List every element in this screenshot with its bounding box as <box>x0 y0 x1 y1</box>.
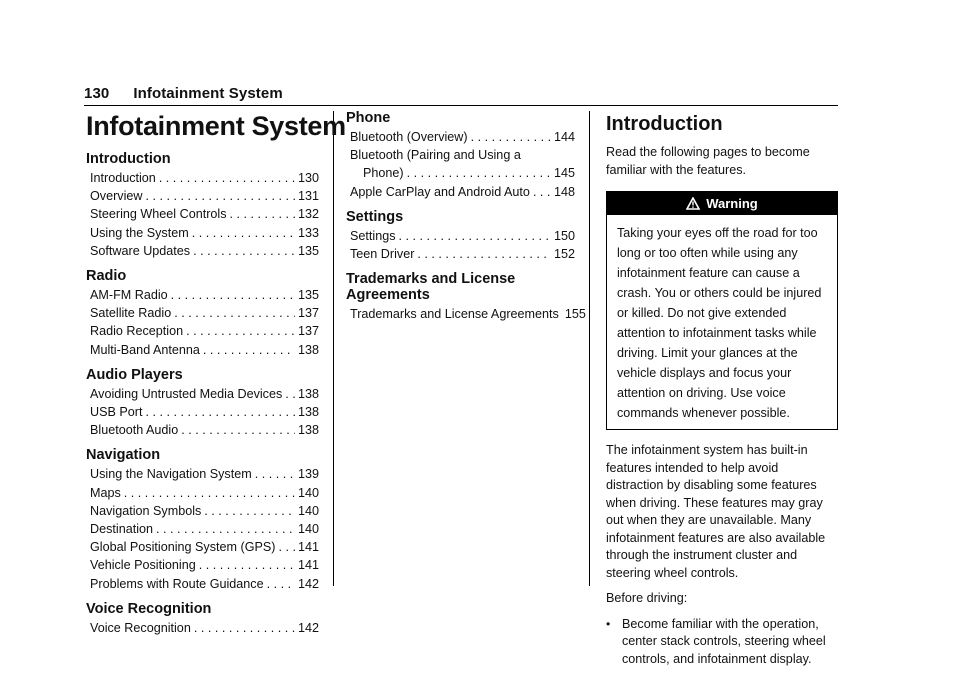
toc-entry[interactable] <box>86 556 319 574</box>
toc-entry-page: 141 <box>297 540 319 555</box>
toc-leader-dots <box>192 224 295 242</box>
warning-header <box>607 192 837 215</box>
toc-leader-dots <box>203 341 295 359</box>
toc-entry-page: 132 <box>297 207 319 222</box>
toc-leader-dots <box>471 128 551 146</box>
toc-section <box>86 151 319 260</box>
toc-heading: Phone <box>346 110 391 126</box>
toc-entry-title: Destination <box>90 522 154 537</box>
toc-entry-title: Vehicle Positioning <box>90 558 196 573</box>
toc-section <box>86 601 319 637</box>
toc-entry-page: 138 <box>297 405 319 420</box>
toc-entry-continued[interactable] <box>346 164 575 182</box>
toc-entry-page: 140 <box>297 522 319 537</box>
toc-entry[interactable] <box>86 502 319 520</box>
toc-leader-dots <box>199 556 295 574</box>
toc-entry-page: 138 <box>297 342 319 357</box>
toc-entry-title: Bluetooth (Pairing and Using a <box>350 148 521 163</box>
section-title: Introduction <box>606 113 723 135</box>
toc-entry[interactable] <box>86 224 319 242</box>
toc-entry[interactable] <box>86 242 319 260</box>
toc-heading: Radio <box>86 268 127 285</box>
toc-entry[interactable] <box>346 146 575 164</box>
toc-heading: Introduction <box>86 151 171 167</box>
toc-entry-page: 140 <box>297 503 319 518</box>
toc-entry[interactable] <box>346 128 575 146</box>
toc-entry-title: Maps <box>90 485 121 500</box>
toc-entry-title: Voice Recognition <box>90 620 191 635</box>
toc-entry-page: 142 <box>297 620 319 635</box>
toc-section <box>86 367 319 440</box>
toc-entry[interactable] <box>346 183 575 201</box>
toc-entry-page: 148 <box>553 184 575 199</box>
toc-entry-title: Trademarks and License Agreements <box>350 307 559 322</box>
toc-entry-page: 155 <box>564 307 586 322</box>
intro-lead-paragraph: Read the following pages to become familiar with the features. <box>606 145 810 177</box>
toc-entry-title: Multi-Band Antenna <box>90 342 200 357</box>
toc-entry[interactable] <box>86 385 319 403</box>
toc-entry[interactable] <box>86 169 319 187</box>
toc-entry-page: 133 <box>297 225 319 240</box>
toc-heading: Audio Players <box>86 366 183 383</box>
toc-entry-title: Steering Wheel Controls <box>90 207 227 222</box>
toc-section <box>86 447 319 592</box>
toc-entry[interactable] <box>86 465 319 483</box>
warning-triangle-icon <box>686 197 700 210</box>
toc-leader-dots <box>417 245 551 263</box>
toc-leader-dots <box>194 619 295 637</box>
toc-entry-page: 152 <box>553 247 575 262</box>
bullet-text: Become familiar with the operation, center stack controls, steering wheel controls, and infotainment display. <box>622 616 826 666</box>
toc-entry-title: USB Port <box>90 405 143 420</box>
toc-entry-page: 130 <box>297 171 319 185</box>
intro-paragraph: The infotainment system has built-in features intended to help avoid distraction by disabling some features when driving. These features may gray out when they are unavailable. Many infotainment features are also available through the instrument cluster and steering wheel controls. <box>606 443 826 580</box>
toc-entry-title: Avoiding Untrusted Media Devices <box>90 386 283 401</box>
toc-entry-title: Global Positioning System (GPS) <box>90 540 276 555</box>
toc-leader-dots <box>399 227 551 245</box>
toc-entry[interactable] <box>86 538 319 556</box>
introduction-column <box>606 113 838 668</box>
before-driving-label: Before driving: <box>606 591 688 605</box>
toc-entry[interactable] <box>86 484 319 502</box>
running-head-chapter: Infotainment System <box>133 85 283 102</box>
bullet-item <box>606 616 838 669</box>
toc-entry-title: Phone) <box>363 166 404 181</box>
toc-entry[interactable] <box>86 205 319 223</box>
toc-entry-title: Settings <box>350 228 396 243</box>
toc-entry[interactable] <box>86 286 319 304</box>
toc-entry-title: Satellite Radio <box>90 306 172 321</box>
warning-box <box>606 191 838 430</box>
toc-entry-title: Radio Reception <box>90 324 184 339</box>
toc-leader-dots <box>181 421 295 439</box>
toc-entry-title: AM-FM Radio <box>90 288 168 303</box>
toc-entry-page: 139 <box>297 467 319 482</box>
toc-heading: Settings <box>346 208 404 225</box>
toc-entry-page: 144 <box>553 130 575 144</box>
toc-entry[interactable] <box>86 341 319 359</box>
toc-entry[interactable] <box>86 304 319 322</box>
toc-section <box>86 268 319 359</box>
toc-entry[interactable] <box>346 227 575 245</box>
toc-entry-page: 135 <box>297 288 319 303</box>
toc-leader-dots <box>230 205 295 223</box>
toc-entry-page: 142 <box>297 576 319 591</box>
toc-left-column <box>86 151 319 645</box>
toc-leader-dots <box>407 164 551 182</box>
column-divider-right <box>589 111 590 586</box>
header-rule <box>84 105 838 106</box>
toc-heading: Voice Recognition <box>86 600 212 617</box>
toc-leader-dots <box>267 575 295 593</box>
running-head <box>84 85 283 102</box>
toc-section-settings <box>346 209 575 263</box>
toc-leader-dots <box>146 403 295 421</box>
toc-entry-title: Problems with Route Guidance <box>90 576 264 591</box>
toc-leader-dots <box>171 286 295 304</box>
toc-entry-page: 141 <box>297 558 319 573</box>
toc-entry[interactable] <box>346 245 575 263</box>
toc-leader-dots <box>204 502 295 520</box>
toc-entry-title: Navigation Symbols <box>90 503 202 518</box>
toc-leader-dots <box>186 322 295 340</box>
toc-entry[interactable] <box>86 421 319 439</box>
toc-entry[interactable] <box>86 403 319 421</box>
toc-entry-page: 138 <box>297 423 319 438</box>
toc-entry-title: Software Updates <box>90 243 191 258</box>
toc-entry-page: 137 <box>297 306 319 321</box>
toc-entry[interactable] <box>86 619 319 637</box>
toc-entry[interactable] <box>86 575 319 593</box>
toc-entry-title: Using the System <box>90 225 189 240</box>
warning-text: Taking your eyes off the road for too long or too often while using any infotainment feature can cause a crash. You or others could be injured or killed. Do not give extended attention to infotainment tasks while driving. Limit your glances at the vehicle displays and focus your attention on driving. Use voice commands whenever possible. <box>617 226 822 420</box>
toc-leader-dots <box>159 169 295 187</box>
toc-entry-page: 131 <box>297 189 319 204</box>
toc-leader-dots <box>156 520 295 538</box>
toc-entry-page: 135 <box>297 243 319 258</box>
toc-entry-title: Apple CarPlay and Android Auto <box>350 184 530 199</box>
toc-right-column <box>346 110 586 331</box>
toc-entry-page: 138 <box>297 386 319 401</box>
toc-entry-title: Bluetooth Audio <box>90 423 179 438</box>
toc-heading: Trademarks and License Agreements <box>346 271 516 304</box>
toc-entry[interactable] <box>86 322 319 340</box>
toc-entry[interactable] <box>346 305 586 323</box>
toc-entry-title: Teen Driver <box>350 247 415 262</box>
toc-heading: Navigation <box>86 447 161 464</box>
toc-entry[interactable] <box>86 520 319 538</box>
toc-entry-page: 150 <box>553 228 575 243</box>
toc-section-phone <box>346 110 575 201</box>
toc-entry-title: Introduction <box>90 171 156 185</box>
toc-leader-dots <box>193 242 295 260</box>
toc-entry-page: 145 <box>553 166 575 181</box>
toc-leader-dots <box>145 187 295 205</box>
toc-leader-dots <box>285 385 295 403</box>
warning-label: Warning <box>706 196 758 211</box>
chapter-title: Infotainment System <box>86 111 346 141</box>
toc-entry[interactable] <box>86 187 319 205</box>
column-divider-left <box>333 111 334 586</box>
bullet-glyph: • <box>606 616 611 631</box>
toc-leader-dots <box>278 538 295 556</box>
toc-entry-title: Bluetooth (Overview) <box>350 130 468 144</box>
toc-leader-dots <box>124 484 295 502</box>
toc-entry-page: 140 <box>297 485 319 500</box>
toc-leader-dots <box>255 465 295 483</box>
toc-entry-title: Overview <box>90 189 143 204</box>
toc-entry-title: Using the Navigation System <box>90 467 252 482</box>
toc-section-trademarks <box>346 271 586 323</box>
page-number: 130 <box>84 85 110 102</box>
toc-leader-dots <box>174 304 295 322</box>
toc-entry-page: 137 <box>297 324 319 339</box>
toc-leader-dots <box>533 183 551 201</box>
